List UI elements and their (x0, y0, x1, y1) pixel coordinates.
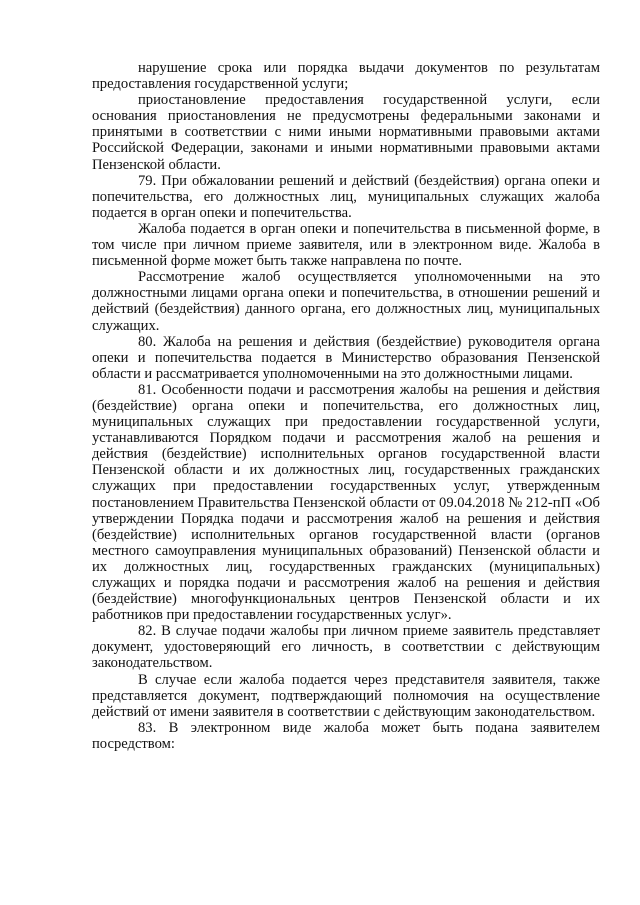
paragraph-81: 81. Особенности подачи и рассмотрения жалобы на решения и действия (бездействие) органа опеки и попечительства, его должностных лиц, муниципальных служащих при предоставлении государственной услуги, устанавливаются Порядком подачи и рассмотрения жалоб на решения и действия (бездействие) исполнительных органов государственной власти Пензенской области и их должностных лиц, государственных гражданских служащих при предоставлении государственных услуг, утвержденным постановлением Правительства Пензенской области от 09.04.2018 № 212-пП «Об утверждении Порядка подачи и рассмотрения жалоб на решения и действия (бездействие) исполнительных органов государственной власти (органов местного самоуправления муниципальных образований) Пензенской области и их должностных лиц, государственных гражданских (муниципальных) служащих и порядка подачи и рассмотрения жалоб на решения и действия (бездействие) многофункциональных центров Пензенской области и их работников при предоставлении государственных услуг». (92, 381, 600, 624)
paragraph-consideration: Рассмотрение жалоб осуществляется уполномоченными на это должностными лицами органа опеки и попечительства, в отношении решений и действий (бездействия) данного органа, его должностных лиц, муниципальных служащих. (92, 269, 600, 334)
paragraph-79: 79. При обжаловании решений и действий (бездействия) органа опеки и попечительства, его должностных лиц, муниципальных служащих жалоба подается в орган опеки и попечительства. (92, 172, 600, 221)
paragraph-82: 82. В случае подачи жалобы при личном приеме заявитель представляет документ, удостоверяющий его личность, в соответствии с действующим законодательством. (92, 623, 600, 672)
paragraph-violation-deadline: нарушение срока или порядка выдачи документов по результатам предоставления государственной услуги; (92, 60, 600, 93)
paragraph-83: 83. В электронном виде жалоба может быть подана заявителем посредством: (92, 719, 600, 752)
document-page (92, 60, 600, 752)
paragraph-representative: В случае если жалоба подается через представителя заявителя, также представляется документ, подтверждающий полномочия на осуществление действий от имени заявителя в соответствии с действующим законодательством. (92, 671, 600, 720)
paragraph-written-form: Жалоба подается в орган опеки и попечительства в письменной форме, в том числе при личном приеме заявителя, или в электронном виде. Жалоба в письменной форме может быть также направлена по почте. (92, 220, 600, 270)
paragraph-suspension: приостановление предоставления государственной услуги, если основания приостановления не предусмотрены федеральными законами и принятыми в соответствии с ними иными нормативными правовыми актами Российской Федерации, законами и иными нормативными правовыми актами Пензенской области. (92, 92, 600, 173)
paragraph-80: 80. Жалоба на решения и действия (бездействие) руководителя органа опеки и попечительства подается в Министерство образования Пензенской области и рассматривается уполномоченными на это должностными лицами. (92, 333, 600, 382)
